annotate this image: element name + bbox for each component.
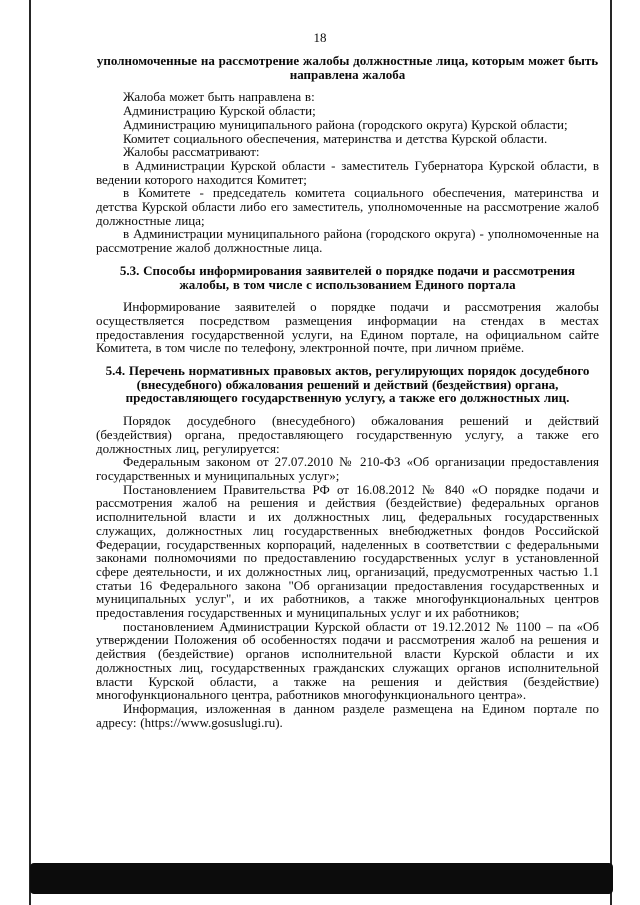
section-heading: уполномоченные на рассмотрение жалобы должностные лица, которым может быть направлена жалоба bbox=[96, 53, 599, 82]
paragraph: Федеральным законом от 27.07.2010 № 210-ФЗ «Об организации предоставления государственных и муниципальных услуг»; bbox=[96, 454, 599, 483]
paragraph: Комитет социального обеспечения, материнства и детства Курской области. bbox=[123, 130, 548, 146]
paragraph: постановлением Администрации Курской области от 19.12.2012 № 1100 – па «Об утверждении Положения об особенностях подачи и рассмотрения жалоб на решения и действия (бездействие) органов исполнительной власти Курской области и их должностных лиц, государственных гражданских служащих органов исполнительной власти Курской области, а также на решения и действия (бездействие) многофункционального центра, работников многофункционального центра». bbox=[96, 618, 599, 703]
paragraph: Порядок досудебного (внесудебного) обжалования решений и действий (бездействия) органа, предоставляющего государственную услугу, а также его должностных лиц, регулируется: bbox=[96, 413, 599, 456]
paragraph: Администрацию муниципального района (городского округа) Курской области; bbox=[123, 116, 568, 132]
scan-edge-left bbox=[29, 0, 31, 905]
paragraph: в Администрации Курской области - заместитель Губернатора Курской области, в ведении которого находится Комитет; bbox=[96, 157, 599, 187]
scan-edge-right bbox=[610, 0, 612, 905]
document-content bbox=[96, 54, 599, 729]
paragraph: в Комитете - председатель комитета социального обеспечения, материнства и детства Курской области либо его заместитель, уполномоченные на рассмотрение жалоб должностные лица; bbox=[96, 185, 599, 228]
scan-artifact-bottom-bar bbox=[30, 863, 613, 894]
paragraph: Жалобы рассматривают: bbox=[123, 144, 260, 160]
section-heading-5-3: 5.3. Способы информирования заявителей о порядке подачи и рассмотрения жалобы, в том числе с использованием Единого портала bbox=[119, 262, 576, 292]
paragraph: в Администрации муниципального района (городского округа) - уполномоченные на рассмотрение жалоб должностные лица. bbox=[96, 226, 599, 256]
page-number: 18 bbox=[313, 30, 327, 45]
section-heading-5-4: 5.4. Перечень нормативных правовых актов, регулирующих порядок досудебного (внесудебного) обжалования решений и действий (бездействия) органа, предоставляющего государственную услугу, а также его должностных лиц. bbox=[105, 363, 590, 406]
paragraph: Администрацию Курской области; bbox=[123, 103, 316, 119]
paragraph: Информация, изложенная в данном разделе размещена на Едином портале по адресу: (https://www.gosuslugi.ru). bbox=[96, 700, 599, 730]
paragraph: Постановлением Правительства РФ от 16.08.2012 № 840 «О порядке подачи и рассмотрения жалоб на решения и действия (бездействие) федеральных органов исполнительной власти и их должностных лиц, федеральных государственных служащих, должностных лиц государственных внебюджетных фондов Российской Федерации, государственных корпораций, наделенных в соответствии с федеральными законами полномочиями по предоставлению государственных услуг в установленной сфере деятельности, и их должностных лиц, организаций, предусмотренных частью 1.1 статьи 16 Федерального закона "Об организации предоставления государственных и муниципальных услуг", и их работников, а также многофункциональных центров предоставления государственных и муниципальных услуг и их работников; bbox=[96, 481, 599, 621]
paragraph: Информирование заявителей о порядке подачи и рассмотрения жалобы осуществляется посредством размещения информации на стендах в местах предоставления государственной услуги, на Едином портале, на официальном сайте Комитета, в том числе по телефону, электронной почте, при личном приёме. bbox=[96, 299, 599, 356]
paragraph: Жалоба может быть направлена в: bbox=[123, 89, 315, 105]
